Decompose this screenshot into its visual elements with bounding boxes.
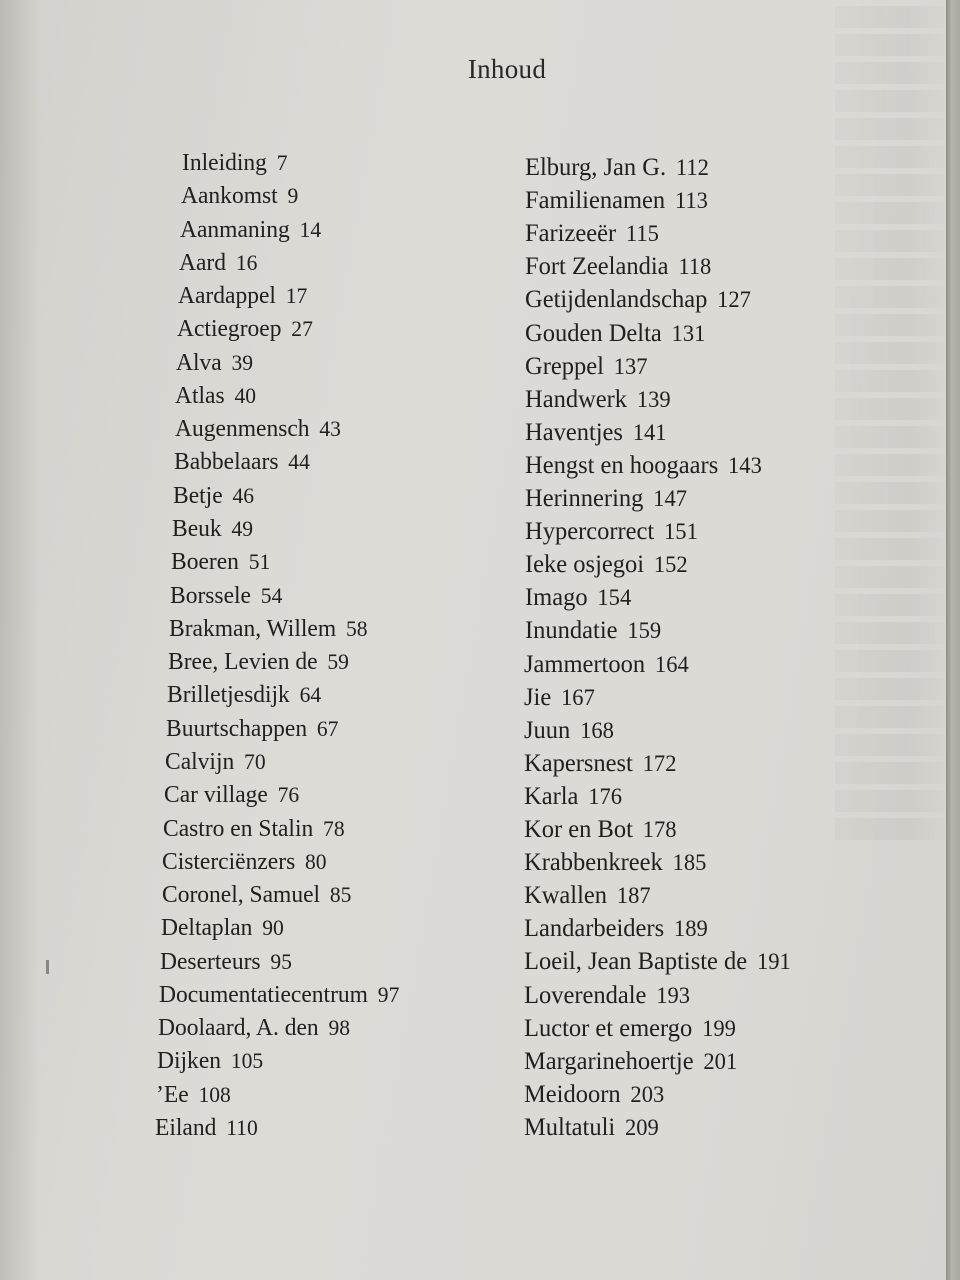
toc-entry-page-number: 151 xyxy=(663,519,698,545)
toc-entry-page-number: 70 xyxy=(244,748,266,774)
toc-entry-title: Borssele xyxy=(169,582,251,609)
toc-entry xyxy=(175,414,341,444)
toc-entry-page-number: 85 xyxy=(329,882,351,908)
toc-entry xyxy=(525,186,708,216)
toc-entry-page-number: 189 xyxy=(674,916,708,942)
toc-entry xyxy=(161,913,284,943)
toc-entry xyxy=(176,348,253,378)
toc-entry-title: Castro en Stalin xyxy=(163,815,314,842)
toc-entry xyxy=(524,782,622,812)
toc-entry xyxy=(524,981,690,1011)
toc-entry-page-number: 16 xyxy=(236,249,258,275)
toc-entry xyxy=(165,747,266,777)
toc-entry xyxy=(524,1080,664,1110)
toc-entry-title: Farizeeër xyxy=(524,220,617,248)
toc-entry-page-number: 44 xyxy=(287,449,310,475)
toc-entry xyxy=(173,481,254,511)
toc-entry xyxy=(157,1046,263,1076)
toc-entry-page-number: 9 xyxy=(287,183,299,209)
toc-entry-title: Cisterciënzers xyxy=(162,848,296,875)
toc-entry-title: Documentatiecentrum xyxy=(158,981,368,1008)
toc-entry-title: Bree, Levien de xyxy=(168,649,318,676)
toc-entry-title: Aankomst xyxy=(181,183,278,210)
toc-entry-page-number: 176 xyxy=(588,783,623,809)
toc-entry-page-number: 209 xyxy=(625,1115,659,1140)
toc-entry-title: Elburg, Jan G. xyxy=(525,154,667,181)
toc-entry-title: Familienamen xyxy=(524,187,666,215)
next-page-edge xyxy=(946,0,960,1280)
toc-entry-title: Hengst en hoogaars xyxy=(524,451,718,479)
toc-entry xyxy=(182,148,288,178)
toc-entry xyxy=(524,1113,659,1143)
toc-entry-title: Jammertoon xyxy=(524,650,646,678)
toc-entry-page-number: 137 xyxy=(613,353,648,379)
toc-entry xyxy=(524,650,689,680)
toc-entry-page-number: 193 xyxy=(656,982,691,1008)
toc-entry xyxy=(525,451,762,481)
toc-entry xyxy=(175,381,256,411)
toc-entry xyxy=(169,614,368,644)
toc-entry-page-number: 43 xyxy=(318,416,341,442)
toc-entry-page-number: 159 xyxy=(626,618,661,644)
toc-entry xyxy=(525,385,671,415)
toc-entry-title: Doolaard, A. den xyxy=(157,1015,319,1042)
toc-entry-page-number: 118 xyxy=(678,254,712,280)
toc-entry xyxy=(180,215,321,245)
toc-entry xyxy=(524,947,791,977)
toc-entry-page-number: 39 xyxy=(231,349,254,375)
toc-entry xyxy=(170,581,282,611)
toc-entry xyxy=(174,447,310,477)
toc-entry-page-number: 58 xyxy=(345,615,368,641)
toc-entry xyxy=(171,547,270,577)
toc-entry-title: Getijdenlandschap xyxy=(524,286,708,314)
toc-entry-page-number: 112 xyxy=(675,155,709,180)
toc-entry xyxy=(525,418,667,448)
toc-entry xyxy=(156,1080,231,1110)
toc-entry-page-number: 191 xyxy=(757,949,791,975)
toc-entry xyxy=(525,319,705,349)
toc-entry-title: Boeren xyxy=(170,549,239,576)
toc-entry-page-number: 105 xyxy=(230,1048,264,1074)
toc-entry xyxy=(524,1014,736,1044)
toc-entry-title: Brakman, Willem xyxy=(168,615,337,642)
toc-entry xyxy=(525,252,711,282)
toc-entry-title: Loverendale xyxy=(524,981,647,1009)
toc-entry xyxy=(525,285,751,315)
show-through-text xyxy=(795,0,955,1280)
toc-entry-page-number: 49 xyxy=(231,516,253,542)
toc-entry-title: Eiland xyxy=(155,1115,217,1141)
toc-entry-page-number: 127 xyxy=(717,287,751,313)
toc-entry-page-number: 164 xyxy=(655,651,690,677)
toc-entry-page-number: 59 xyxy=(327,649,349,675)
toc-entry-page-number: 147 xyxy=(652,486,687,512)
toc-entry-title: Herinnering xyxy=(524,485,644,513)
toc-entry xyxy=(155,1113,258,1143)
toc-entry xyxy=(160,947,292,977)
toc-entry xyxy=(525,352,648,382)
toc-entry-page-number: 27 xyxy=(291,316,314,342)
toc-entry xyxy=(524,683,595,713)
toc-entry-title: Augenmensch xyxy=(174,416,310,443)
toc-entry-page-number: 139 xyxy=(636,386,671,412)
toc-entry-title: Meidoorn xyxy=(524,1080,621,1108)
toc-entry xyxy=(524,848,706,878)
toc-entry-title: Betje xyxy=(172,482,223,509)
toc-entry-title: Karla xyxy=(524,782,579,810)
toc-entry-title: Hypercorrect xyxy=(524,518,654,546)
toc-entry-page-number: 115 xyxy=(625,221,659,247)
toc-entry xyxy=(524,716,614,746)
toc-entry xyxy=(524,749,676,779)
toc-entry-title: Fort Zeelandia xyxy=(524,253,669,281)
toc-entry xyxy=(525,550,688,580)
toc-entry xyxy=(177,314,313,344)
toc-entry-title: Actiegroep xyxy=(177,316,282,343)
toc-entry-page-number: 110 xyxy=(226,1115,258,1140)
toc-entry-page-number: 199 xyxy=(702,1015,736,1041)
toc-entry-title: Inundatie xyxy=(524,617,618,645)
toc-entry-title: Krabbenkreek xyxy=(524,849,664,877)
toc-entry xyxy=(524,1047,737,1077)
toc-entry-page-number: 80 xyxy=(305,848,328,874)
toc-entry-title: Greppel xyxy=(524,352,604,380)
toc-entry xyxy=(181,181,298,211)
toc-entry xyxy=(164,780,299,810)
toc-entry xyxy=(162,880,351,910)
toc-entry xyxy=(525,616,661,646)
toc-entry-page-number: 97 xyxy=(377,981,400,1007)
toc-entry-title: Atlas xyxy=(175,382,226,409)
toc-entry xyxy=(162,847,327,877)
toc-entry-page-number: 76 xyxy=(277,782,300,808)
toc-entry-title: Deltaplan xyxy=(160,915,253,942)
toc-entry-page-number: 187 xyxy=(617,883,651,909)
toc-entry-page-number: 168 xyxy=(580,717,615,743)
toc-entry-page-number: 51 xyxy=(248,549,271,575)
toc-entry-page-number: 178 xyxy=(642,817,677,843)
toc-entry xyxy=(178,281,307,311)
toc-entry-page-number: 113 xyxy=(674,188,708,214)
toc-entry xyxy=(525,484,687,514)
toc-entry-title: Deserteurs xyxy=(159,948,261,975)
toc-entry-title: Babbelaars xyxy=(173,449,279,476)
toc-entry-title: Multatuli xyxy=(524,1114,616,1141)
gutter-shadow xyxy=(0,0,40,1280)
toc-entry-title: Kapersnest xyxy=(524,749,634,777)
toc-entry xyxy=(524,881,651,911)
toc-entry-page-number: 67 xyxy=(317,715,339,741)
toc-entry xyxy=(525,219,659,249)
toc-entry-title: Aanmaning xyxy=(180,216,290,243)
page-mark xyxy=(46,960,49,974)
toc-entry-title: ’Ee xyxy=(155,1081,189,1108)
toc-entry-title: Landarbeiders xyxy=(524,915,665,943)
toc-entry-title: Aardappel xyxy=(178,283,277,310)
toc-entry-title: Dijken xyxy=(156,1048,221,1075)
toc-entry xyxy=(158,1013,350,1043)
page-title: Inhoud xyxy=(467,54,547,84)
toc-entry-page-number: 98 xyxy=(328,1015,350,1041)
toc-entry-page-number: 141 xyxy=(632,419,667,445)
toc-entry xyxy=(525,517,698,547)
toc-entry xyxy=(159,980,399,1010)
toc-entry-page-number: 14 xyxy=(299,216,322,242)
toc-entry-title: Haventjes xyxy=(524,418,623,446)
toc-entry-title: Loeil, Jean Baptiste de xyxy=(524,948,748,976)
toc-entry-page-number: 108 xyxy=(198,1081,231,1107)
toc-entry-title: Coronel, Samuel xyxy=(161,882,320,909)
toc-entry-title: Margarinehoertje xyxy=(524,1047,694,1075)
toc-entry-title: Buurtschappen xyxy=(166,715,308,742)
toc-entry xyxy=(168,647,349,677)
toc-entry-title: Handwerk xyxy=(524,385,627,413)
toc-entry-page-number: 7 xyxy=(276,150,288,175)
toc-entry-page-number: 201 xyxy=(703,1048,738,1074)
toc-entry-title: Imago xyxy=(524,584,588,612)
toc-entry-page-number: 167 xyxy=(561,684,596,710)
toc-entry-title: Calvijn xyxy=(165,748,235,775)
toc-entry xyxy=(172,514,253,544)
toc-entry xyxy=(166,714,338,744)
toc-entry-title: Kor en Bot xyxy=(524,816,634,844)
toc-entry xyxy=(525,583,631,613)
toc-entry-page-number: 203 xyxy=(630,1081,665,1107)
toc-entry-title: Alva xyxy=(176,349,223,376)
toc-entry-page-number: 152 xyxy=(653,552,688,578)
toc-entry-page-number: 131 xyxy=(671,320,706,346)
toc-entry-title: Kwallen xyxy=(524,882,608,910)
toc-entry-title: Gouden Delta xyxy=(524,319,662,347)
toc-entry-title: Ieke osjegoi xyxy=(524,551,644,579)
toc-entry-page-number: 64 xyxy=(299,682,322,708)
toc-entry-page-number: 154 xyxy=(596,585,631,611)
toc-entry-title: Car village xyxy=(164,782,269,809)
toc-entry xyxy=(163,814,345,844)
toc-entry-page-number: 143 xyxy=(727,452,762,478)
toc-entry xyxy=(524,815,676,845)
toc-entry-title: Inleiding xyxy=(182,150,267,176)
toc-entry-page-number: 78 xyxy=(323,815,345,841)
toc-entry-title: Beuk xyxy=(171,516,222,543)
toc-entry xyxy=(524,914,708,944)
toc-entry-page-number: 17 xyxy=(286,283,308,309)
toc-entry-page-number: 40 xyxy=(234,382,257,408)
toc-entry-page-number: 185 xyxy=(672,850,707,876)
toc-entry xyxy=(525,153,709,183)
toc-entry-title: Luctor et emergo xyxy=(524,1014,693,1042)
toc-entry-title: Aard xyxy=(179,249,227,276)
toc-entry-page-number: 90 xyxy=(261,915,284,941)
toc-entry-page-number: 172 xyxy=(643,750,677,776)
toc-entry-page-number: 46 xyxy=(232,482,254,508)
toc-entry xyxy=(179,248,257,278)
toc-entry-page-number: 54 xyxy=(260,582,283,608)
toc-entry-title: Juun xyxy=(524,716,571,744)
toc-entry-title: Brilletjesdijk xyxy=(167,682,290,709)
toc-entry-title: Jie xyxy=(524,683,552,711)
toc-entry xyxy=(167,680,321,710)
toc-entry-page-number: 95 xyxy=(270,948,292,974)
